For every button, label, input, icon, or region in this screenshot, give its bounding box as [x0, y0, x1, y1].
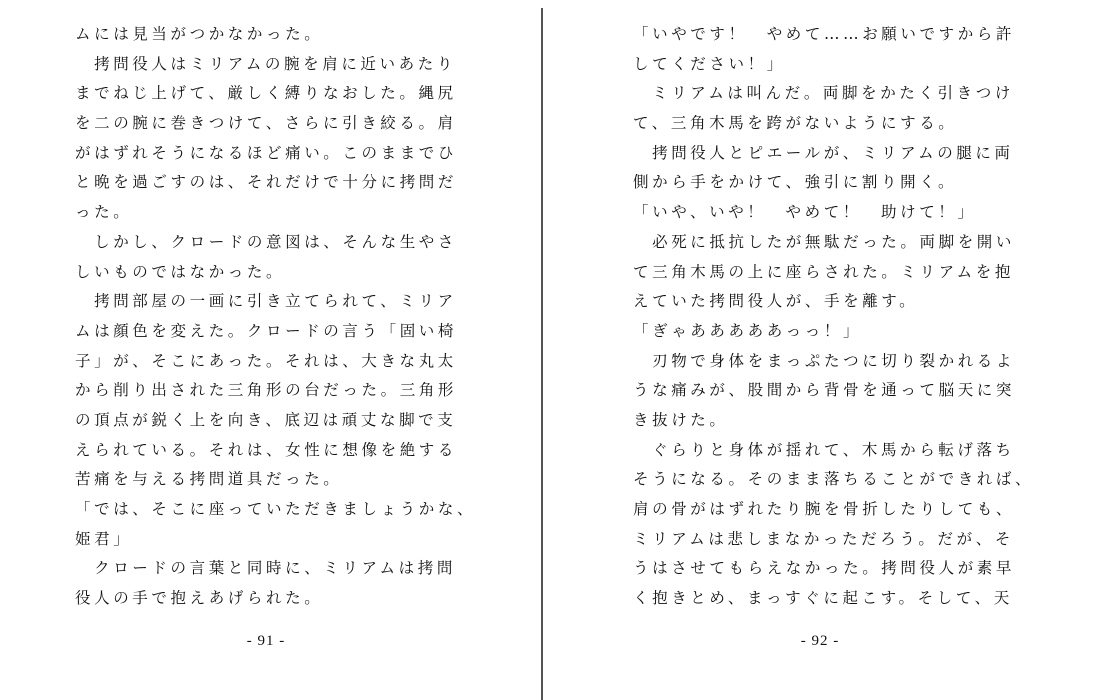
text-line: 子」が、そこにあった。それは、大きな丸太 [75, 351, 457, 370]
page-number: - 91 - [246, 633, 286, 649]
text-line: った。 [75, 203, 133, 222]
text-line: ムは顔色を変えた。クロードの言う「固い椅 [75, 321, 458, 340]
right-page-text [633, 20, 1035, 614]
text-line: て三角木馬の上に座らされた。ミリアムを抱 [633, 262, 1014, 281]
text-line: までねじ上げて、厳しく縛りなおした。縄尻 [75, 84, 457, 103]
text-line: 「いやです！ やめて……お願いですから許 [633, 25, 1016, 43]
text-line: 肩の骨がはずれたり腕を骨折したりしても、 [633, 500, 1016, 518]
page-number: - 92 - [800, 633, 840, 649]
text-line: 「いや、いや！ やめて！ 助けて！」 [633, 203, 977, 222]
text-line: ぐらりと身体が揺れて、木馬から転げ落ち [633, 440, 1015, 459]
text-line: 拷問部屋の一画に引き立てられて、ミリア [75, 292, 457, 311]
text-line: ミリアムは叫んだ。両脚をかたく引きつけ [633, 84, 1014, 103]
text-line: うな痛みが、股間から背骨を通って脳天に突 [633, 381, 1016, 400]
text-line: き抜けた。 [633, 410, 729, 429]
text-line: 刃物で身体をまっぷたつに切り裂かれるよ [633, 351, 1016, 370]
text-line: してください！」 [633, 54, 786, 73]
text-line: から削り出された三角形の台だった。三角形 [75, 381, 458, 400]
text-line: 「では、そこに座っていただきましょうかな、 [75, 500, 477, 518]
text-line: 「ぎゃあああああっっ！」 [633, 321, 863, 340]
text-line: えられている。それは、女性に想像を絶する [75, 440, 458, 459]
text-line: の頂点が鋭く上を向き、底辺は頑丈な脚で支 [75, 410, 457, 429]
left-page-text [75, 20, 477, 614]
text-line: うはさせてもらえなかった。拷問役人が素早 [633, 559, 1016, 578]
text-line: 役人の手で抱えあげられた。 [75, 589, 324, 608]
text-line: 拷問役人とピエールが、ミリアムの腿に両 [633, 143, 1014, 162]
text-line: がはずれそうになるほど痛い。このままでひ [75, 143, 458, 162]
text-line: て、三角木馬を跨がないようにする。 [633, 114, 958, 133]
text-line: えていた拷問役人が、手を離す。 [633, 292, 919, 311]
text-line: 苦痛を与える拷問道具だった。 [75, 470, 343, 489]
text-line: ミリアムは悲しまなかっただろう。だが、そ [633, 529, 1014, 548]
text-line: く抱きとめ、まっすぐに起こす。そして、天 [633, 589, 1013, 608]
text-line: 側から手をかけて、強引に割り開く。 [633, 173, 958, 192]
page-divider [541, 8, 543, 700]
text-line: 姫君」 [75, 529, 133, 548]
text-line: と晩を過ごすのは、それだけで十分に拷問だ [75, 173, 458, 192]
text-line: しいものではなかった。 [75, 262, 286, 281]
text-line: ムには見当がつかなかった。 [75, 25, 324, 43]
text-line: 必死に抵抗したが無駄だった。両脚を開い [633, 232, 1016, 251]
text-line: 拷問役人はミリアムの腕を肩に近いあたり [75, 54, 456, 73]
text-line: そうになる。そのまま落ちることができれば、 [633, 470, 1035, 489]
text-line: しかし、クロードの意図は、そんな生やさ [75, 232, 458, 251]
text-line: クロードの言葉と同時に、ミリアムは拷問 [75, 559, 456, 578]
text-line: を二の腕に巻きつけて、さらに引き絞る。肩 [75, 114, 457, 133]
